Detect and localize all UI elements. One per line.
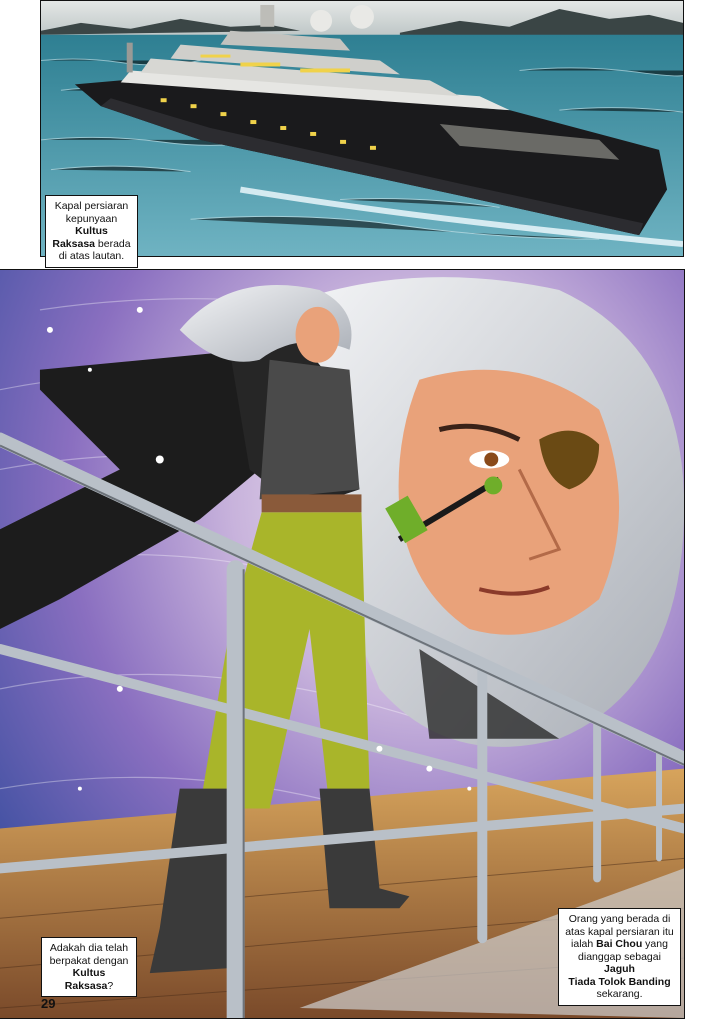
caption-yacht-line2-text: kepunyaan	[65, 212, 118, 225]
caption-identity-line6: sekarang.	[596, 988, 643, 1000]
caption-identity-line3-pre: ialah	[571, 938, 597, 950]
caption-yacht-location	[45, 195, 138, 268]
caption-identity-line3	[564, 938, 675, 951]
caption-identity-title: Tiada Tolok Banding	[568, 975, 671, 988]
caption-identity	[558, 908, 681, 1006]
caption-question-line2: berpakat dengan	[49, 954, 129, 967]
caption-yacht-line4: di atas lautan.	[58, 250, 125, 262]
caption-identity-line4-pre: dianggap sebagai	[578, 950, 661, 963]
caption-identity-jaguh: Jaguh	[604, 963, 635, 975]
caption-identity-bai-chou: Bai Chou	[596, 938, 643, 950]
caption-identity-line1: Orang yang berada di	[568, 913, 671, 925]
caption-question-mark: ?	[107, 979, 114, 992]
caption-identity-line2: atas kapal persiaran itu	[565, 925, 674, 938]
caption-yacht-line3-text: berada	[95, 237, 131, 250]
page-number: 29	[41, 996, 56, 1011]
caption-question-line1: Adakah dia telah	[49, 942, 129, 954]
caption-question-line3	[47, 967, 131, 992]
caption-yacht-kultus: Kultus	[75, 225, 108, 237]
caption-question-kultus-raksasa: Kultus Raksasa	[64, 967, 108, 992]
caption-yacht-line2	[51, 213, 132, 238]
bai-chou-illustration	[0, 270, 684, 1018]
caption-question	[41, 937, 137, 997]
caption-identity-line5	[564, 976, 675, 989]
caption-yacht-raksasa: Raksasa	[52, 237, 95, 250]
caption-identity-line3-post: yang	[642, 938, 668, 950]
caption-yacht-line3	[51, 238, 132, 251]
panel-bai-chou	[0, 269, 685, 1019]
caption-yacht-line1: Kapal persiaran	[54, 200, 129, 212]
caption-identity-line4	[564, 951, 675, 976]
